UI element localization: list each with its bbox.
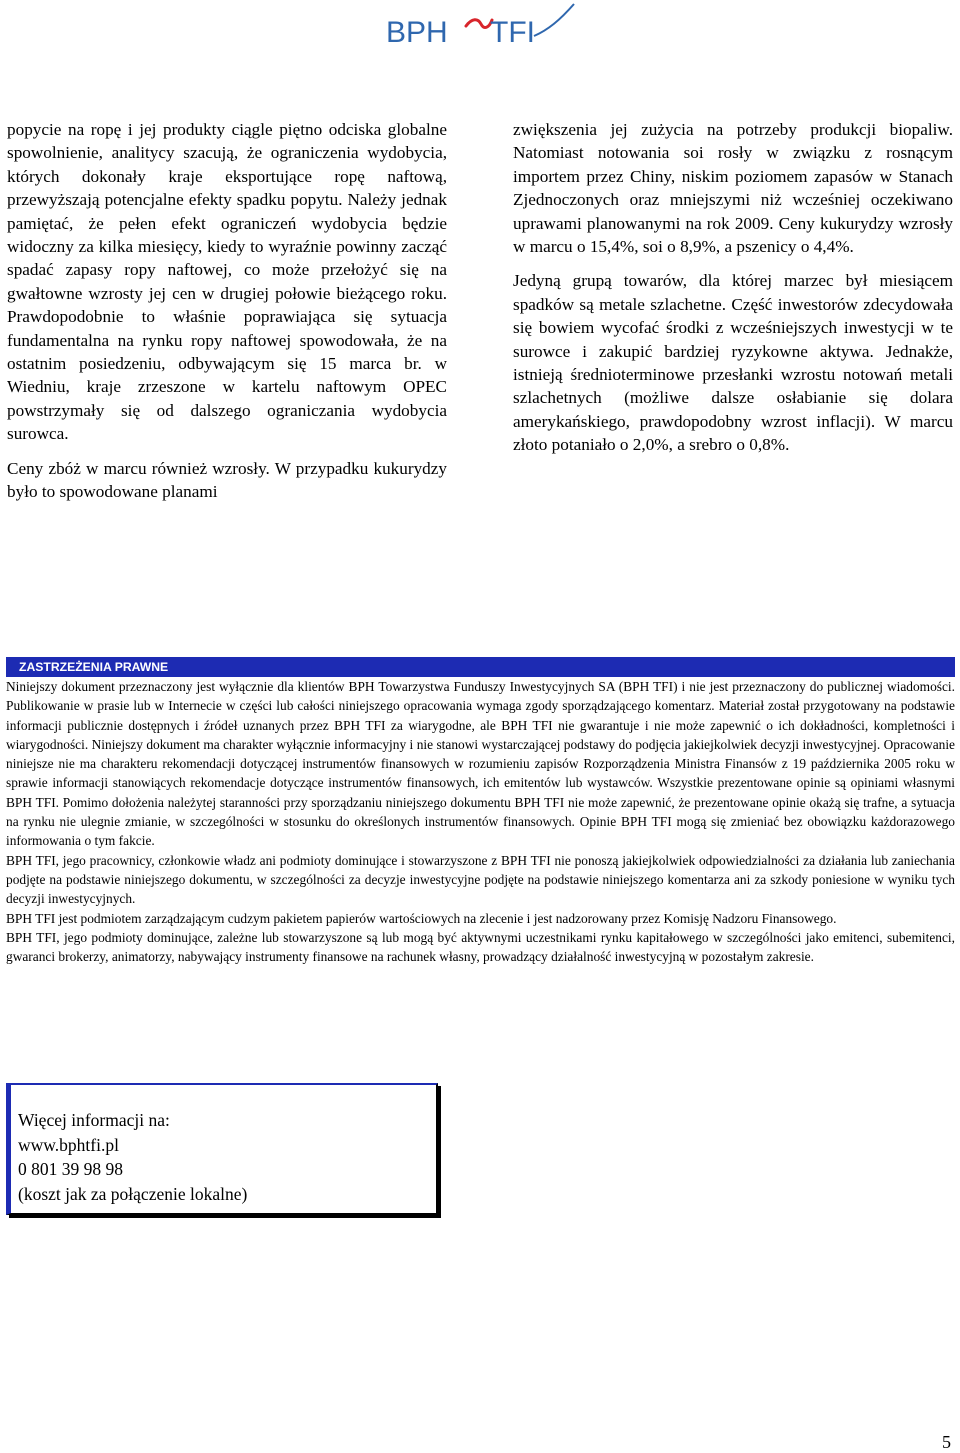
contact-phone: 0 801 39 98 98: [18, 1159, 123, 1179]
disclaimer-paragraph: BPH TFI, jego pracownicy, członkowie władz ani podmioty dominujące i stowarzyszone z BPH TFI nie ponoszą jakiejkolwiek odpowiedzialności za działania lub zaniechania podjęte na podstawie niniejszego dokumentu, w szczególności za decyzje inwestycyjne podjęte na podstawie niniejszego komentarza ani za szkody poniesione w wyniku tych decyzji inwestycyjnych.: [6, 852, 955, 907]
disclaimer-paragraph: BPH TFI jest podmiotem zarządzającym cudzym pakietem papierów wartościowych na zlecenie i jest nadzorowany przez Komisję Nadzoru Finansowego.: [6, 910, 837, 926]
disclaimer-paragraph: BPH TFI, jego podmioty dominujące, zależne lub stowarzyszone są lub mogą być aktywnymi uczestnikami rynku kapitałowego w szczególności jako emitenci, subemitenci, gwaranci brokerzy, animatorzy, nabywający instrumenty finansowe na rachunek własny, prowadzący działalność inwestycyjną w pozostałym zakresie.: [6, 929, 955, 965]
logo-text-bph: BPH: [386, 16, 448, 49]
page-number: 5: [942, 1432, 951, 1452]
disclaimer-title: ZASTRZEŻENIA PRAWNE: [6, 657, 955, 677]
legal-disclaimer: [6, 657, 955, 966]
contact-note: (koszt jak za połączenie lokalne): [18, 1183, 248, 1204]
contact-heading: Więcej informacji na:: [18, 1110, 170, 1130]
bph-tfi-logo: [380, 6, 580, 54]
right-paragraph-2: Jedyną grupą towarów, dla której marzec był miesiącem spadków są metale szlachetne. Część inwestorów zdecydowała się bowiem wycofać środki z wcześniejszych inwestycji w te surowce i zakupić bardziej ryzykowne aktywa. Jednakże, istnieją średnioterminowe przesłanki wzrostu notowań metali szlachetnych (możliwe dalsze osłabianie się dolara amerykańskiego, prawdopodobny wzrost inflacji). W marcu złoto potaniało o 2,0%, a srebro o 0,8%.: [513, 271, 953, 455]
left-paragraph-2: Ceny zbóż w marcu również wzrosły. W przypadku kukurydzy było to spowodowane planami: [7, 458, 447, 502]
logo-swoosh-icon: [530, 2, 580, 42]
disclaimer-body: [6, 677, 955, 966]
contact-website-link[interactable]: www.bphtfi.pl: [18, 1134, 119, 1155]
disclaimer-paragraph: Niniejszy dokument przeznaczony jest wyłącznie dla klientów BPH Towarzystwa Funduszy Inwestycyjnych SA (BPH TFI) i nie jest przeznaczony do publicznej wiadomości. Publikowanie w prasie lub w Internecie w części lub całości niniejszego opracowania wymaga zgody sporządzającego komentarz. Materiał został przygotowany na podstawie informacji publicznie dostępnych i źródeł uznanych przez BPH TFI za wiarygodne, ale BPH TFI nie gwarantuje i nie może zapewnić o ich dokładności, kompletności i wiarygodności. Niniejszy dokument ma charakter wyłącznie informacyjny i nie stanowi wystarczającej podstawy do podjęcia jakiejkolwiek decyzji inwestycyjnej. Opracowanie niniejsze nie ma charakteru rekomendacji dotyczącej instrumentów finansowych w rozumieniu zapisów Rozporządzenia Ministra Finansów z 19 października 2005 roku w sprawie informacji stanowiących rekomendacje dotyczące instrumentów finansowych, ich emitentów lub wystawców. Wszystkie prezentowane opinie są opiniami własnymi BPH TFI. Pomimo dołożenia należytej staranności przy sporządzaniu niniejszego dokumentu BPH TFI nie może zapewnić, że prezentowane opinie okażą się trafne, a sytuacja na rynku nie ulegnie zmianie, w szczególności w stosunku do określonych instrumentów finansowych. Opinie BPH TFI mogą się zmieniać bez obowiązku każdorazowego informowania o tym fakcie.: [6, 679, 955, 849]
contact-box: [6, 1083, 438, 1215]
left-column: [7, 118, 447, 515]
right-paragraph-1: zwiększenia jej zużycia na potrzeby produkcji biopaliw. Natomiast notowania soi rosły w związku z rosnącym importem przez Chiny, niskim poziomem zapasów w Stanach Zjednoczonych oraz mniejszymi niż wcześniej oczekiwano uprawami planowanymi na rok 2009. Ceny kukurydzy wzrosły w marcu o 15,4%, soi o 8,9%, a pszenicy o 4,4%.: [513, 120, 953, 257]
left-paragraph-1: popycie na ropę i jej produkty ciągle piętno odciska globalne spowolnienie, analitycy szacują, że ograniczenia wydobycia, których dokonały kraje eksportujące ropę naftową, przewyższają potencjalne efekty spadku popytu. Należy jednak pamiętać, że pełen efekt ograniczeń wydobycia będzie widoczny za kilka miesięcy, kiedy to wyraźnie powinny zacząć spadać zapasy ropy naftowej, co może przełożyć się na gwałtowne wzrosty jej cen w drugiej połowie bieżącego roku. Prawdopodobnie to właśnie poprawiająca się sytuacja fundamentalna na rynku ropy naftowej spowodowała, że na ostatnim posiedzeniu, odbywającym się 15 marca br. w Wiedniu, kraje zrzeszone w kartelu naftowym OPEC powstrzymały się od dalszego ograniczania wydobycia surowca.: [7, 120, 447, 444]
logo-text-tfi: TFI: [490, 16, 535, 49]
right-column: [513, 118, 953, 468]
